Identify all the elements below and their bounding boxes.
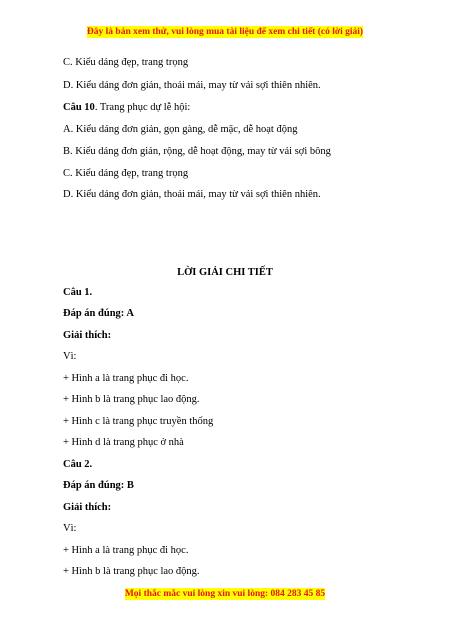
q10-prompt: . Trang phục dự lễ hội: (94, 102, 191, 113)
a1-item: + Hình d là trang phục ở nhà (63, 437, 184, 448)
a2-explain-heading: Giải thích: (63, 502, 112, 513)
a1-item: + Hình a là trang phục đi học. (63, 373, 189, 384)
a2-because: Vì: (63, 523, 77, 534)
header-banner-text: Đây là bản xem thử, vui lòng mua tài liệu để xem chi tiết (có lời giải) (86, 27, 364, 37)
q10-option-a: A. Kiểu dáng đơn giản, gọn gàng, dễ mặc, dễ hoạt động (63, 124, 298, 135)
a2-answer: Đáp án đúng: B (63, 480, 134, 491)
a1-because: Vì: (63, 351, 77, 362)
a1-explain-heading: Giải thích: (63, 330, 112, 341)
q10-prompt-line (63, 101, 190, 115)
solution-title: LỜI GIẢI CHI TIẾT (177, 267, 273, 278)
a1-answer: Đáp án đúng: A (63, 308, 134, 319)
a2-heading: Câu 2. (63, 459, 93, 470)
q9-option-d: D. Kiểu dáng đơn giản, thoải mái, may từ vải sợi thiên nhiên. (63, 80, 321, 91)
q9-option-c: C. Kiểu dáng đẹp, trang trọng (63, 57, 189, 68)
a1-heading: Câu 1. (63, 287, 93, 298)
q10-label: Câu 10 (63, 102, 95, 113)
footer-banner-text: Mọi thắc mắc vui lòng xin vui lòng: 084 283 45 85 (124, 589, 326, 599)
a1-item: + Hình b là trang phục lao động. (63, 394, 200, 405)
q10-option-b: B. Kiểu dáng đơn giản, rộng, dễ hoạt động, may từ vải sợi bông (63, 146, 331, 157)
a2-item: + Hình b là trang phục lao động. (63, 566, 200, 577)
footer-banner (0, 588, 450, 600)
q10-option-c: C. Kiểu dáng đẹp, trang trọng (63, 168, 189, 179)
header-banner (0, 26, 450, 38)
a1-item: + Hình c là trang phục truyền thống (63, 416, 214, 427)
q10-option-d: D. Kiểu dáng đơn giản, thoải mái, may từ vải sợi thiên nhiên. (63, 189, 321, 200)
a2-item: + Hình a là trang phục đi học. (63, 545, 189, 556)
